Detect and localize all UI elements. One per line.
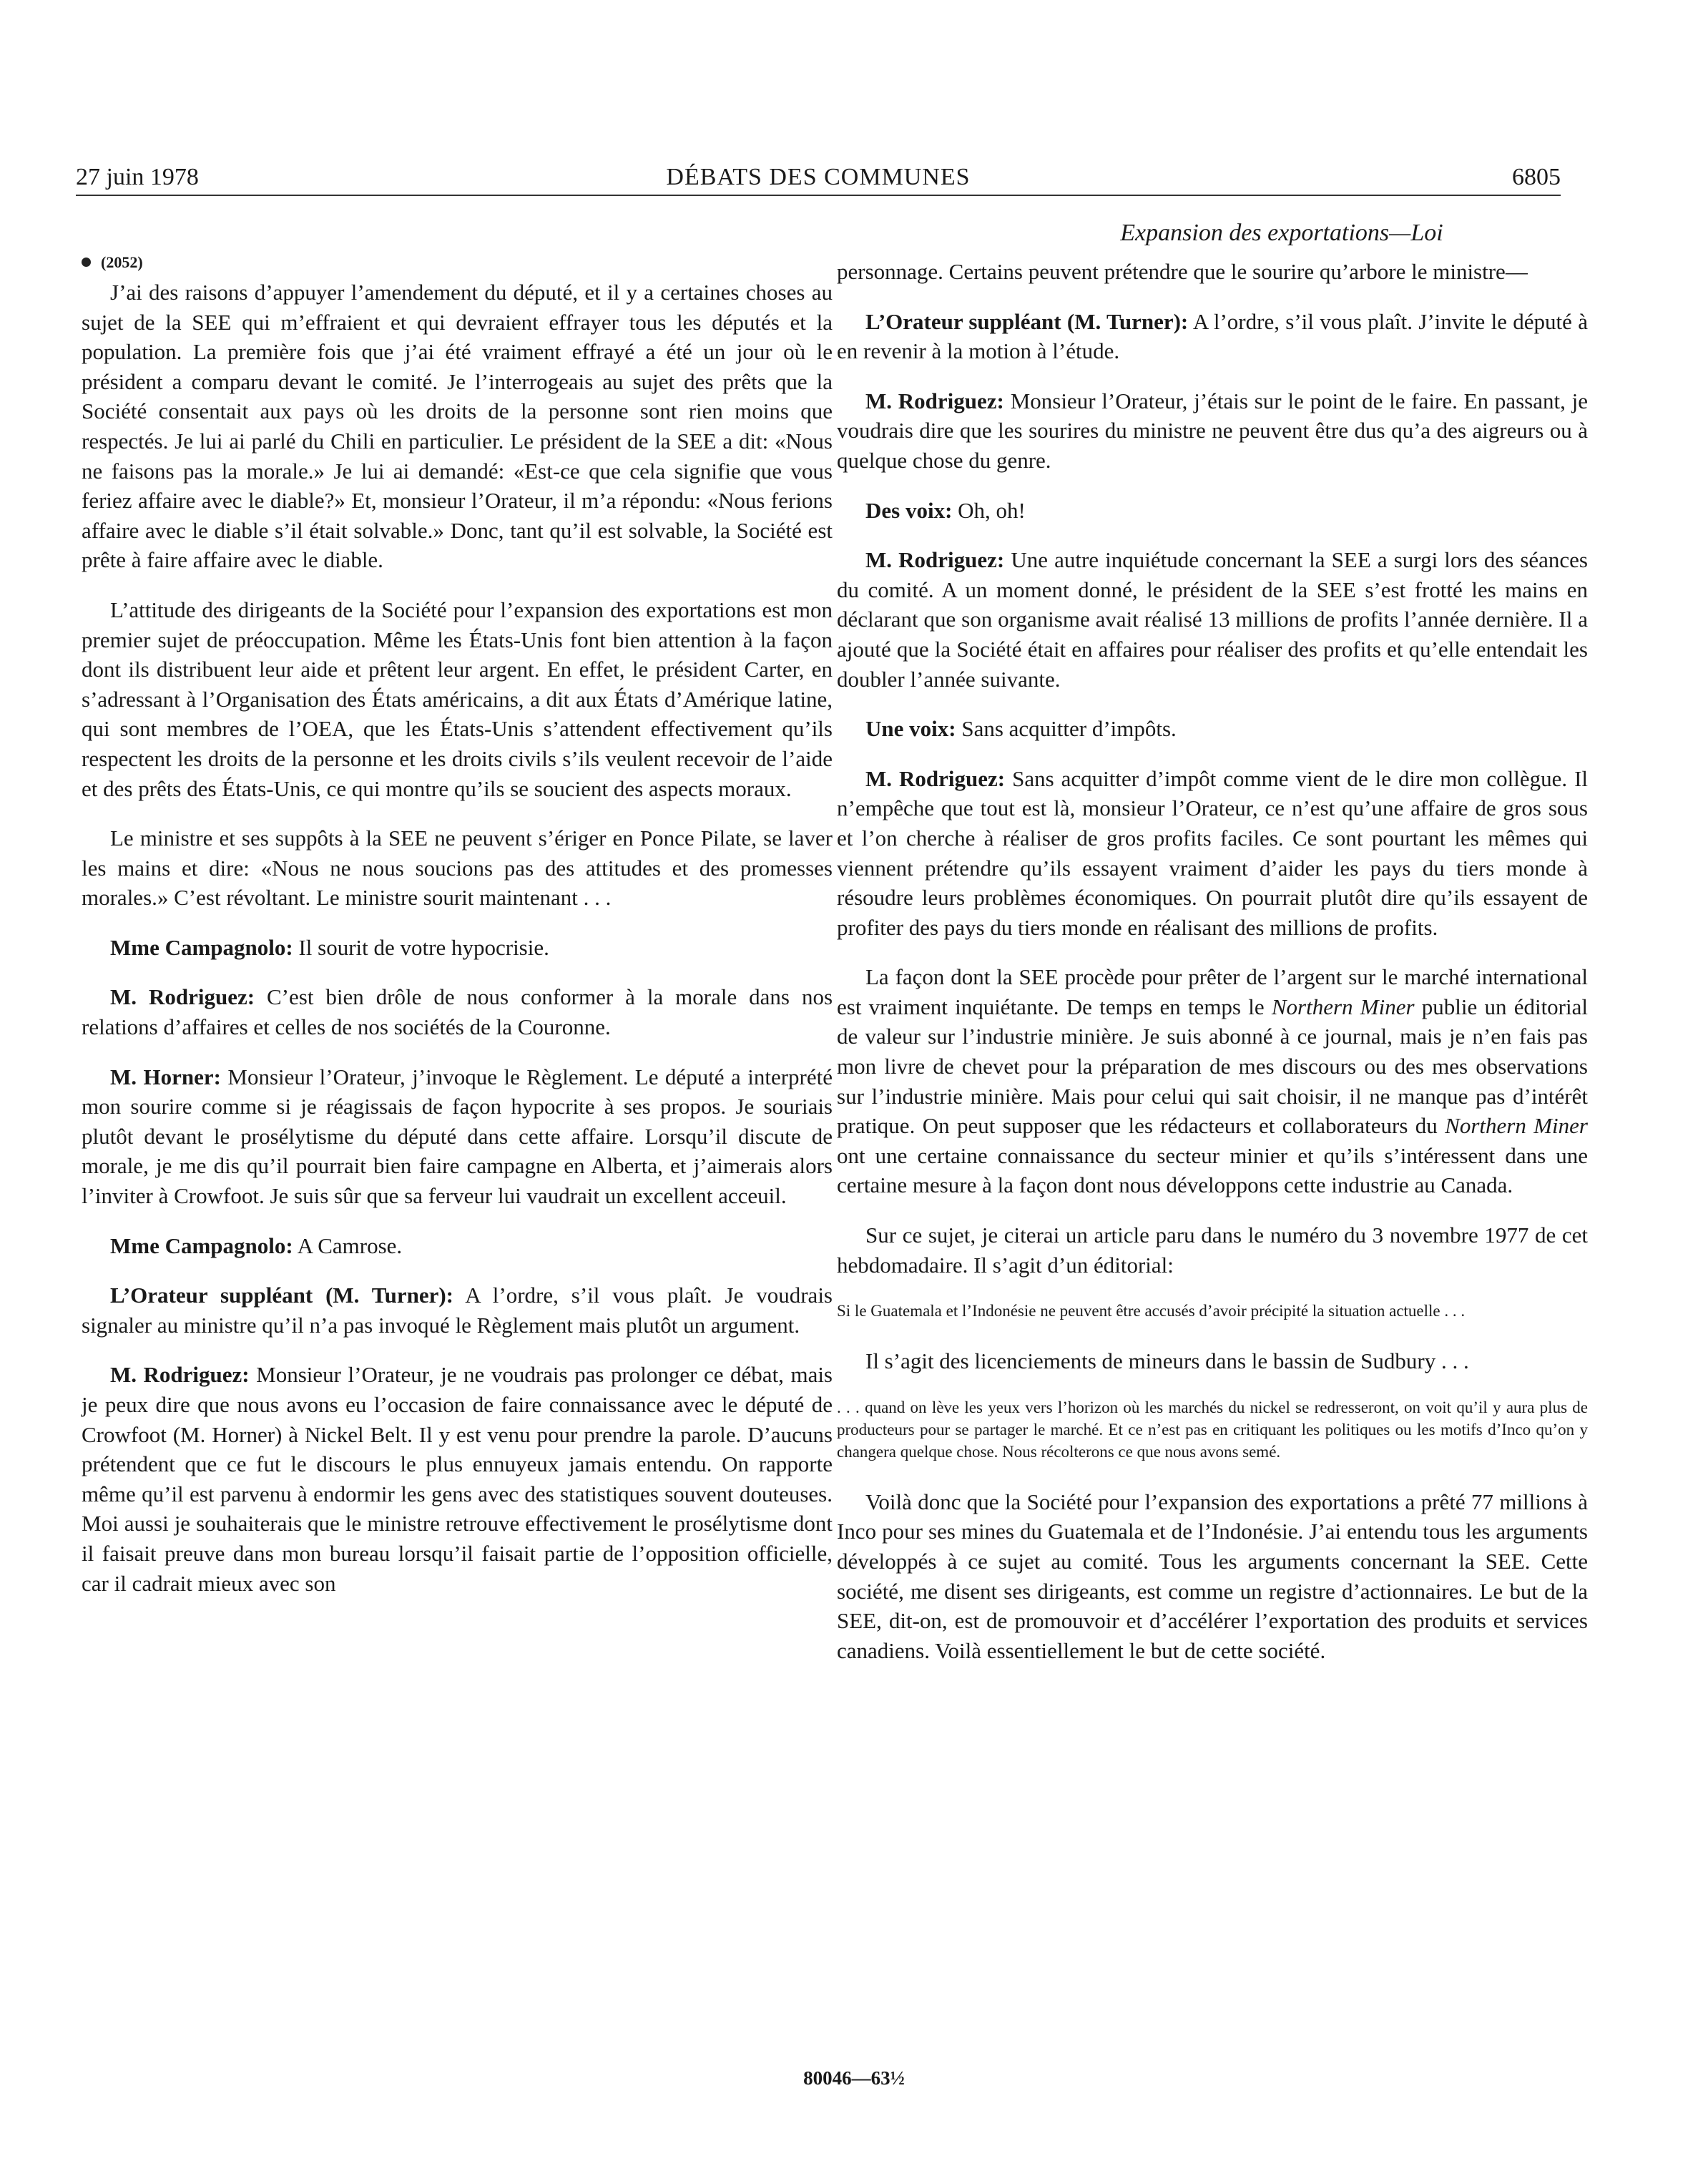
speech-text: Sans acquitter d’impôt comme vient de le dire mon collègue. Il n’empêche que tout est là, monsieur l’Orateur, ce n’est qu’une affaire de gros sous et l’on cherche à réaliser de gros profits faciles. Ce sont pourtant les mêmes qui viennent prétendre qu’ils essayent vraiment d’aider les pays du tiers monde à résoudre leurs problèmes économiques. On pourrait plutôt dire qu’ils essayent de profiter des pays du tiers monde en réalisant des millions de profits. bbox=[837, 765, 1589, 940]
page-header bbox=[76, 163, 1561, 196]
paragraph: personnage. Certains peuvent prétendre que le sourire qu’arbore le ministre— bbox=[837, 259, 1528, 284]
speech-text: Oh, oh! bbox=[958, 497, 1026, 523]
speech bbox=[837, 545, 1588, 694]
speaker-name: L’Orateur suppléant (M. Turner): bbox=[110, 1283, 453, 1308]
speaker-name: M. Rodriguez: bbox=[110, 984, 255, 1010]
speaker-name: Mme Campagnolo: bbox=[110, 1233, 293, 1258]
speaker-name: Des voix: bbox=[865, 497, 953, 523]
paragraph: J’ai des raisons d’appuyer l’amendement du député, et il y a certaines choses au sujet de la SEE qui m’effraient et qui devraient effrayer tous les députés et la population. La première fois que j’ai été vraiment effrayé a été un jour où le président a comparu devant le comité. Je l’interrogeais au sujet des prêts que la Société consentait aux pays où les droits de la personne sont rien moins que respectés. Je lui ai parlé du Chili en particulier. Le président de la SEE a dit: «Nous ne faisons pas la morale.» Je lui ai demandé: «Est-ce que cela signifie que vous feriez affaire avec le diable?» Et, monsieur l’Orateur, il m’a répondu: «Nous ferions affaire avec le diable s’il était solvable.» Donc, tant qu’il est solvable, la Société est prête à faire affaire avec le diable. bbox=[82, 280, 833, 573]
speech-text: Monsieur l’Orateur, je ne voudrais pas prolonger ce débat, mais je peux dire que nous avons eu l’occasion de faire connaissance avec le député de Crowfoot (M. Horner) à Nickel Belt. Il y est venu pour prendre la parole. D’aucuns prétendent que ce fut le discours le plus ennuyeux jamais entendu. On rapporte même qu’il est parvenu à endormir les gens avec des statistiques souvent douteuses. Moi aussi je souhaiterais que le ministre retrouve effectivement le prosélytisme dont il faisait preuve dans mon bureau lorsqu’il faisait partie de l’opposition officielle, car il cadrait mieux avec son bbox=[82, 1362, 833, 1596]
speech bbox=[82, 1231, 833, 1261]
speech bbox=[82, 1360, 833, 1598]
page-footer: 80046—63½ bbox=[803, 2067, 905, 2089]
speech-text: Monsieur l’Orateur, j’invoque le Règlement. Le député a interprété mon sourire comme si je réagissais de façon hypocrite à ses propos. Je souriais plutôt devant le prosélytisme du député dans cette affaire. Lorsqu’il discute de morale, je me dis qu’il pourrait bien faire campagne en Alberta, et j’aimerais alors l’inviter à Crowfoot. Je suis sûr que sa ferveur lui vaudrait un excellent acceuil. bbox=[82, 1064, 833, 1209]
speech-text: C’est bien drôle de nous conformer à la morale dans nos relations d’affaires et celles de nos sociétés de la Couronne. bbox=[82, 984, 833, 1040]
paragraph: Voilà donc que la Société pour l’expansion des exportations a prêté 77 millions à Inco pour ses mines du Guatemala et de l’Indonésie. J’ai entendu tous les arguments développés à ce sujet au comité. Tous les arguments concernant la SEE. Cette société, me disent ses dirigeants, est comme un registre d’actionnaires. Le but de la SEE, dit-on, est de promouvoir et d’accélérer l’exportation des produits et services canadiens. Voilà essentiellement le but de cette société. bbox=[837, 1489, 1588, 1663]
speaker-name: M. Rodriguez: bbox=[110, 1362, 250, 1388]
speech bbox=[837, 764, 1588, 943]
speaker-name: M. Horner: bbox=[110, 1064, 221, 1089]
speech-text: Une autre inquiétude concernant la SEE a surgi lors des séances du comité. A un moment donné, le président de la SEE s’est frotté les mains en déclarant que son organisme avait réalisé 13 millions de profits l’année dernière. Il a ajouté que la Société était en affaires pour réaliser des profits et qu’elle entendait les doubler l’année suivante. bbox=[837, 547, 1588, 692]
header-title: DÉBATS DES COMMUNES bbox=[666, 164, 971, 190]
speaker-name: L’Orateur suppléant (M. Turner): bbox=[865, 308, 1189, 334]
speech bbox=[82, 933, 833, 963]
speaker-name: Une voix: bbox=[865, 716, 956, 742]
speech bbox=[82, 982, 833, 1042]
speech-text: A l’ordre, s’il vous plaît. J’invite le député à en revenir à la motion à l’étude. bbox=[837, 308, 1588, 364]
speech bbox=[837, 307, 1588, 366]
publication-title: Northern Miner bbox=[1445, 1113, 1588, 1139]
speech bbox=[82, 1062, 833, 1211]
paragraph: Le ministre et ses suppôts à la SEE ne peuvent s’ériger en Ponce Pilate, se laver les mains et dire: «Nous ne nous soucions pas des attitudes et des promesses morales.» C’est révoltant. Le ministre sourit maintenant . . . bbox=[82, 825, 833, 911]
paragraph-text: ont une certaine connaissance du secteur minier et qu’ils s’intéressent dans une certaine mesure à la façon dont nous développons cette industrie au Canada. bbox=[837, 1142, 1588, 1198]
speaker-name: M. Rodriguez: bbox=[865, 388, 1004, 413]
paragraph-text: publie un éditorial de valeur sur l’industrie minière. Je suis abonné à ce journal, mais je n’en fais pas mon livre de chevet pour la préparation de mes discours ou des mes observations sur l’industrie minière. Mais pour celui qui sait choisir, il ne manque pas d’intérêt pratique. On peut supposer que les rédacteurs et collaborateurs du bbox=[837, 994, 1588, 1139]
header-date: 27 juin 1978 bbox=[76, 164, 199, 190]
speech-text: Sans acquitter d’impôts. bbox=[961, 716, 1177, 742]
time-marker bbox=[82, 252, 833, 273]
block-quote: . . . quand on lève les yeux vers l’horizon où les marchés du nickel se redresseront, on voit qu’il y aura plus de producteurs pour se partager le marché. Et ce n’est pas en critiquant les politiques ou les motifs d’Inco qu’on y changera quelque chose. Nous récolterons ce que nous avons semé. bbox=[837, 1398, 1588, 1461]
speech bbox=[837, 714, 1588, 744]
running-head: Expansion des exportations—Loi bbox=[1120, 220, 1443, 246]
speech-text: A l’ordre, s’il vous plaît. Je voudrais signaler au ministre qu’il n’a pas invoqué le Règlement mais plutôt un argument. bbox=[82, 1283, 833, 1338]
header-page-number: 6805 bbox=[1512, 164, 1561, 190]
speech-text: A Camrose. bbox=[297, 1233, 403, 1258]
block-quote: Si le Guatemala et l’Indonésie ne peuvent être accusés d’avoir précipité la situation actuelle . . . bbox=[837, 1302, 1466, 1320]
paragraph-text: La façon dont la SEE procède pour prêter de l’argent sur le marché international est vraiment inquiétante. De temps en temps le bbox=[837, 964, 1588, 1019]
speech bbox=[837, 386, 1588, 476]
speech bbox=[837, 496, 1588, 526]
paragraph: Il s’agit des licenciements de mineurs dans le bassin de Sudbury . . . bbox=[865, 1348, 1469, 1374]
speaker-name: M. Rodriguez: bbox=[865, 765, 1006, 791]
speech bbox=[82, 1280, 833, 1340]
left-column bbox=[82, 252, 833, 1618]
time-marker-text: (2052) bbox=[101, 253, 143, 271]
speaker-name: M. Rodriguez: bbox=[865, 547, 1005, 573]
paragraph: L’attitude des dirigeants de la Société pour l’expansion des exportations est mon premier sujet de préoccupation. Même les États-Unis font bien attention à la façon dont ils distribuent leur aide et prêtent leur argent. En effet, le président Carter, en s’adressant à l’Organisation des États américains, a dit aux États d’Amérique latine, qui sont membres de l’OEA, que les États-Unis s’attendent effectivement qu’ils respectent les droits de la personne et les droits civils s’ils veulent recevoir de l’aide et des prêts des États-Unis, ce qui montre qu’ils se soucient des aspects moraux. bbox=[82, 597, 833, 801]
right-column bbox=[837, 257, 1588, 1685]
publication-title: Northern Miner bbox=[1271, 994, 1415, 1019]
speech-text: Il sourit de votre hypocrisie. bbox=[298, 934, 549, 960]
paragraph: Sur ce sujet, je citerai un article paru dans le numéro du 3 novembre 1977 de cet hebdomadaire. Il s’agit d’un éditorial: bbox=[837, 1222, 1588, 1278]
paragraph bbox=[837, 962, 1588, 1200]
bullet-icon bbox=[82, 258, 91, 267]
speaker-name: Mme Campagnolo: bbox=[110, 934, 293, 960]
speech-text: Monsieur l’Orateur, j’étais sur le point de le faire. En passant, je voudrais dire que les sourires du ministre ne peuvent être dus qu’a des aigreurs ou à quelque chose du genre. bbox=[837, 388, 1589, 473]
